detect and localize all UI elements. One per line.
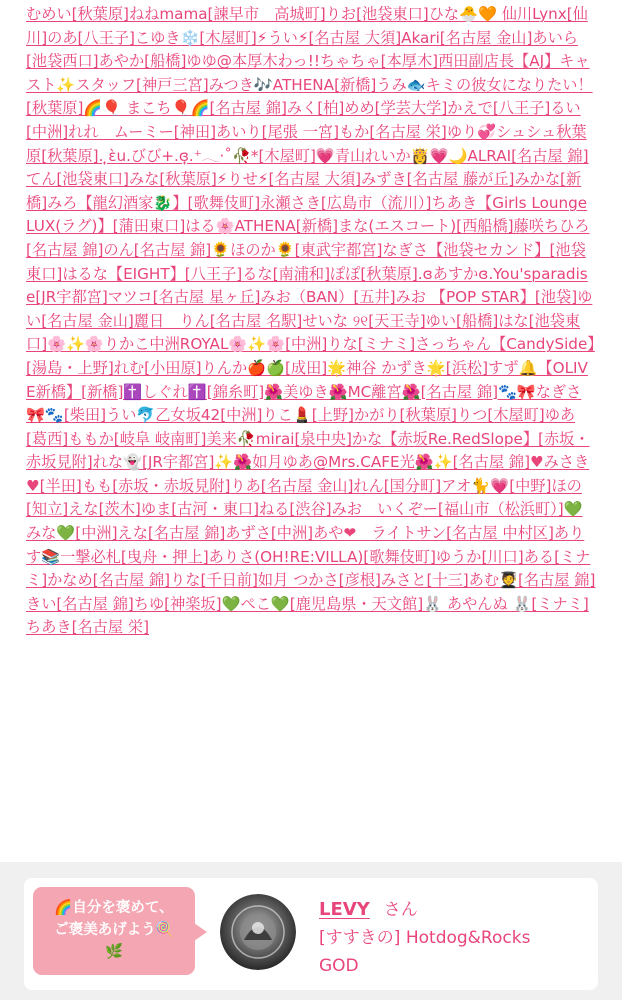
cast-name-link[interactable]: れむ[小田原]りんか🍎🍏[成田]🌟神谷 かずき🌟[浜松]すず🔔【OLIVE新橋】[新橋]✝️しぐれ✝️[錦糸町] bbox=[26, 358, 588, 401]
comment-card bbox=[24, 878, 598, 990]
cast-name-link[interactable]: かがり[秋葉原]りつ[木屋町]ゆあ[葛西]ももか[岐阜 岐南町]美来🥀mirai[泉中央]かな【赤坂Re.RedSlope】[赤坂・赤坂見附] bbox=[26, 406, 590, 472]
leaf-icon: 🌿 bbox=[104, 944, 124, 960]
bubble-line-2: ご褒美あげよう🍭 bbox=[54, 922, 174, 938]
user-name-link[interactable]: LEVY bbox=[319, 899, 370, 920]
cast-name-link[interactable]: りな[千日前]如月 つかさ[彦根]みさと[十三]あむ🧑‍🎓[名古屋 錦]きい[名古屋 錦]ちゆ[神楽坂] bbox=[26, 571, 596, 613]
bubble-line-1: 🌈自分を褒めて、 bbox=[54, 900, 174, 916]
cast-name-link[interactable]: 🌺美ゆき🌺MC離宮🌺[名古屋 錦]🐾🎀なぎさ🎀🐾[柴田]うい🐬乙女坂42[中洲]りこ💄[上野] bbox=[26, 382, 582, 425]
avatar-image bbox=[220, 894, 296, 970]
cast-name-link[interactable]: みお（BAN）[五井]みお 【POP STAR】[池袋]ゆい[名古屋 金山]麗日 りん[名古屋 名駅]せいな ୨୧[天王寺] bbox=[26, 288, 593, 330]
comment-bubble bbox=[33, 887, 195, 975]
cast-name-link[interactable]: はるな【EIGHT】[八王子]るな[南浦和]ぽぽ[秋葉原].ɞあすかɞ.You'sparadise[JR宇都宮]マツコ[名古屋 星ヶ丘] bbox=[26, 264, 588, 307]
cast-name-link[interactable]: 永瀬さき[広島市（流川）]ちあき【Girls Lounge LUX(ラグ)】[蒲田東口]はる🌸ATHENA[新橋] bbox=[26, 193, 588, 236]
profile-info bbox=[319, 896, 591, 980]
cast-name-link[interactable]: れな👻[JR宇都宮]✨🌺如月ゆあ@Mrs.CAFE光🌺✨[名古屋 錦]♥みさき♥[半田]もも[赤坂・赤坂見附] bbox=[26, 453, 590, 495]
cast-name-link[interactable]: ありす📚一撃必札[曳舟・押上]ありさ(OH!RE:VILLA)[歌舞伎町]ゆうか[川口]ある[ミナミ]かなめ[名古屋 錦] bbox=[26, 524, 591, 590]
shop-line[interactable]: [すすきの] Hotdog&Rocks bbox=[319, 928, 531, 948]
cast-name-link[interactable]: みつき🎶ATHENA[新橋]うみ🐟キミの彼女になりたい！[秋葉原]🌈🎈 まこち🎈🌈[名古屋 錦] bbox=[26, 75, 593, 118]
cast-name-link[interactable]: まな(エスコート)[西船橋]藤咲ちひろ[名古屋 錦]のん[名古屋 錦]🌻ほのか🌻[東武宇都宮]なぎさ【池袋セカンド】[池袋東口] bbox=[26, 217, 590, 283]
avatar[interactable] bbox=[220, 894, 296, 970]
honorific: さん bbox=[383, 900, 418, 920]
cast-name-link[interactable]: りあ[名古屋 金山]れん[国分町]アオ🐈💗[中野]ほの[知立]えな[茨木]ゆま[古河・東口]ねる[渋谷] bbox=[26, 476, 582, 519]
cast-name-link[interactable]: のあ[八王子]こゆき❄️[木屋町]⚡うい⚡[名古屋 大須]Akari[名古屋 金山] bbox=[47, 28, 533, 47]
cast-name-link[interactable]: みお いくぞー[福山市（松浜町）]💚みな💚[中洲]えな[名古屋 錦]あずさ[中洲]あや❤ ライトサン[名古屋 中村区] bbox=[26, 500, 583, 543]
cast-name-link[interactable]: 💚ぺこ💚[鹿児島県・天文館]🐰 あやんぬ 🐰[ミナミ]ちあき[名古屋 栄] bbox=[26, 594, 589, 637]
rank-label: GOD bbox=[319, 956, 359, 976]
cast-name-link[interactable]: あいら[池袋西口]あやか[船橋]ゆゆ@本厚木わっ!!ちゃちゃ[本厚木]西田副店長【AJ】キャスト✨スタッフ[神戸三宮] bbox=[26, 28, 590, 94]
cast-name-link[interactable]: ゆり💞シュシュ秋葉原[秋葉原]. ̟ɛ̀ս.びび+.ɞ̟.⁺𓂃·˚🥀*[木屋町]💗青山れいか👸💗🌙ALRAI[名古屋 錦] bbox=[26, 122, 589, 165]
cast-name-link[interactable]: ゆい[船橋]はな[池袋東口]🌸✨🌸りかこ中洲ROYAL🌸✨🌸[中洲]りな[ミナミ]さっちゃん【CandySide】[湯島・上野] bbox=[26, 311, 595, 377]
cast-name-link[interactable]: てん[池袋東口]みな[秋葉原]⚡りせ⚡[名古屋 大須]みずき[名古屋 藤が丘]みかな[新橋]みろ【龍幻酒家🐉】[歌舞伎町] bbox=[26, 170, 582, 212]
cast-name-link[interactable]: みく[柏]めめ[学芸大学]かえで[八王子]るい[中洲]れれ ムーミー[神田]あいり[尾張 一宮]もか[名古屋 栄] bbox=[26, 99, 581, 141]
cast-name-link[interactable]: むめい[秋葉原]ねねmama[諫早市 高城町]りお[池袋東口]ひな🐣🧡 仙川Lynx[仙川] bbox=[26, 5, 588, 47]
